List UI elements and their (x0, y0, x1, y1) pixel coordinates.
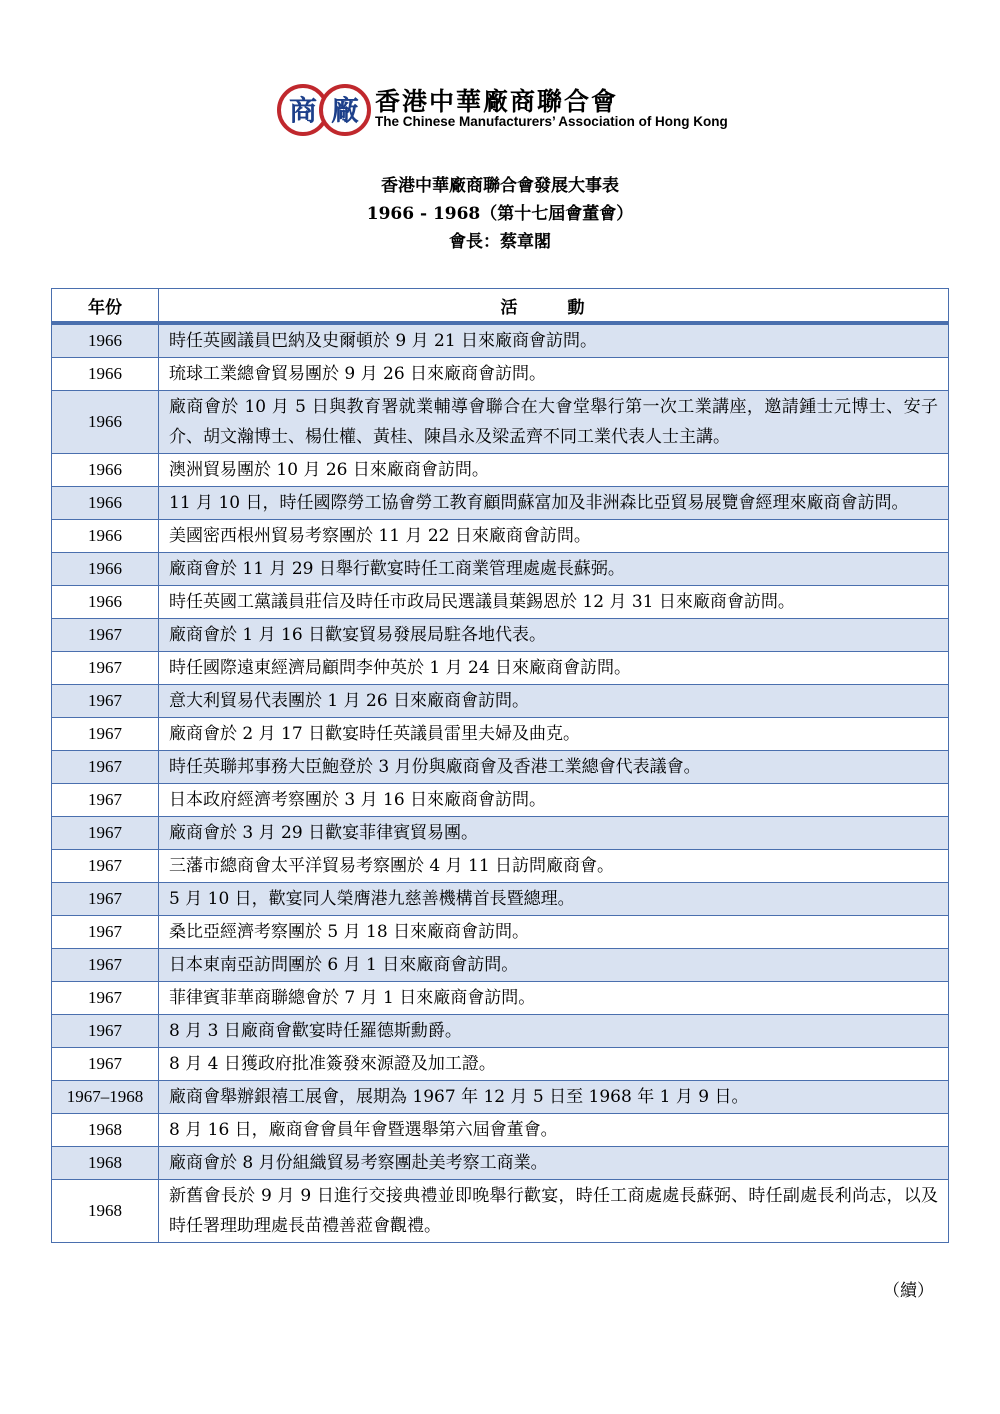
activity-cell: 廠商會於 8 月份組織貿易考察團赴美考察工商業。 (159, 1147, 949, 1180)
activity-cell: 菲律賓菲華商聯總會於 7 月 1 日來廠商會訪問。 (159, 982, 949, 1015)
year-cell: 1967 (52, 1048, 159, 1081)
year-cell: 1967 (52, 784, 159, 817)
activity-cell: 廠商會於 10 月 5 日與教育署就業輔導會聯合在大會堂舉行第一次工業講座，邀請鍾士元博士、安子介、胡文瀚博士、楊仕權、黃桂、陳昌永及梁孟齊不同工業代表人士主講。 (159, 391, 949, 454)
year-cell: 1966 (52, 553, 159, 586)
year-cell: 1966 (52, 487, 159, 520)
table-row (52, 883, 949, 916)
activity-cell: 8 月 3 日廠商會歡宴時任羅德斯勳爵。 (159, 1015, 949, 1048)
table-body (52, 323, 949, 1243)
year-cell: 1967 (52, 751, 159, 784)
table-row (52, 685, 949, 718)
activity-cell: 美國密西根州貿易考察團於 11 月 22 日來廠商會訪問。 (159, 520, 949, 553)
activity-cell: 廠商會於 1 月 16 日歡宴貿易發展局駐各地代表。 (159, 619, 949, 652)
table-row (52, 1048, 949, 1081)
table-row (52, 850, 949, 883)
table-row (52, 619, 949, 652)
year-cell: 1967 (52, 850, 159, 883)
table-row (52, 817, 949, 850)
svg-text:廠: 廠 (330, 94, 360, 127)
table-row (52, 323, 949, 358)
table-row (52, 391, 949, 454)
table-row (52, 916, 949, 949)
table-row (52, 1015, 949, 1048)
year-cell: 1967 (52, 1015, 159, 1048)
activity-cell: 意大利貿易代表團於 1 月 26 日來廠商會訪問。 (159, 685, 949, 718)
activity-cell: 廠商會於 2 月 17 日歡宴時任英議員雷里夫婦及曲克。 (159, 718, 949, 751)
year-cell: 1968 (52, 1114, 159, 1147)
table-row (52, 487, 949, 520)
year-cell: 1966 (52, 586, 159, 619)
association-logo (277, 80, 737, 138)
activity-cell: 5 月 10 日，歡宴同人榮膺港九慈善機構首長暨總理。 (159, 883, 949, 916)
table-row (52, 982, 949, 1015)
table-header-row (52, 289, 949, 324)
table-row (52, 784, 949, 817)
activity-cell: 日本政府經濟考察團於 3 月 16 日來廠商會訪問。 (159, 784, 949, 817)
org-name-chinese: 香港中華廠商聯合會 (375, 87, 619, 116)
year-cell: 1967 (52, 949, 159, 982)
year-cell: 1966 (52, 323, 159, 358)
year-cell: 1966 (52, 454, 159, 487)
activity-cell: 8 月 4 日獲政府批准簽發來源證及加工證。 (159, 1048, 949, 1081)
year-cell: 1967 (52, 718, 159, 751)
document-titles (0, 172, 1000, 256)
table-row (52, 1180, 949, 1243)
year-cell: 1967 (52, 982, 159, 1015)
events-table (51, 288, 949, 1243)
activity-cell: 廠商會於 11 月 29 日舉行歡宴時任工商業管理處處長蘇弼。 (159, 553, 949, 586)
document-title: 香港中華廠商聯合會發展大事表 (381, 176, 619, 196)
table-row (52, 949, 949, 982)
year-cell: 1967 (52, 652, 159, 685)
org-name-english: The Chinese Manufacturers’ Association of Hong Kong (375, 114, 728, 129)
year-cell: 1968 (52, 1147, 159, 1180)
table-row (52, 652, 949, 685)
logo-emblem-icon (277, 82, 373, 138)
table-row (52, 751, 949, 784)
chairman-line: 會長：蔡章閣 (449, 232, 551, 252)
activity-cell: 桑比亞經濟考察團於 5 月 18 日來廠商會訪問。 (159, 916, 949, 949)
table-row (52, 553, 949, 586)
activity-cell: 新舊會長於 9 月 9 日進行交接典禮並即晚舉行歡宴，時任工商處處長蘇弼、時任副處長利尚志，以及時任署理助理處長苗禮善蒞會觀禮。 (159, 1180, 949, 1243)
year-cell: 1967 (52, 685, 159, 718)
table-row (52, 1081, 949, 1114)
activity-cell: 日本東南亞訪問團於 6 月 1 日來廠商會訪問。 (159, 949, 949, 982)
year-cell: 1966 (52, 391, 159, 454)
table-row (52, 454, 949, 487)
svg-text:商: 商 (288, 94, 318, 127)
activity-cell: 11 月 10 日，時任國際勞工協會勞工教育顧問蘇富加及非洲森比亞貿易展覽會經理來廠商會訪問。 (159, 487, 949, 520)
term-subtitle: 1966 - 1968（第十七屆會董會） (366, 204, 634, 224)
activity-cell: 時任英聯邦事務大臣鮑登於 3 月份與廠商會及香港工業總會代表議會。 (159, 751, 949, 784)
year-cell: 1967–1968 (52, 1081, 159, 1114)
activity-cell: 廠商會於 3 月 29 日歡宴菲律賓貿易團。 (159, 817, 949, 850)
year-cell: 1967 (52, 817, 159, 850)
activity-cell: 三藩市總商會太平洋貿易考察團於 4 月 11 日訪問廠商會。 (159, 850, 949, 883)
table-row (52, 718, 949, 751)
table-row (52, 520, 949, 553)
activity-cell: 時任英國議員巴納及史爾頓於 9 月 21 日來廠商會訪問。 (159, 323, 949, 358)
activity-cell: 8 月 16 日，廠商會會員年會暨選舉第六屆會董會。 (159, 1114, 949, 1147)
table-row (52, 586, 949, 619)
year-column-header: 年份 (52, 289, 159, 324)
table-row (52, 1147, 949, 1180)
year-cell: 1967 (52, 916, 159, 949)
activity-cell: 琉球工業總會貿易團於 9 月 26 日來廠商會訪問。 (159, 358, 949, 391)
year-cell: 1968 (52, 1180, 159, 1243)
activity-cell: 時任英國工黨議員莊信及時任市政局民選議員葉錫恩於 12 月 31 日來廠商會訪問。 (159, 586, 949, 619)
year-cell: 1966 (52, 520, 159, 553)
table-row (52, 1114, 949, 1147)
table-row (52, 358, 949, 391)
year-cell: 1967 (52, 883, 159, 916)
activity-cell: 澳洲貿易團於 10 月 26 日來廠商會訪問。 (159, 454, 949, 487)
year-cell: 1967 (52, 619, 159, 652)
activity-cell: 廠商會舉辦銀禧工展會，展期為 1967 年 12 月 5 日至 1968 年 1 月 9 日。 (159, 1081, 949, 1114)
activity-column-header: 活 動 (159, 289, 949, 324)
continued-note: （續） (883, 1281, 934, 1301)
year-cell: 1966 (52, 358, 159, 391)
activity-cell: 時任國際遠東經濟局顧問李仲英於 1 月 24 日來廠商會訪問。 (159, 652, 949, 685)
